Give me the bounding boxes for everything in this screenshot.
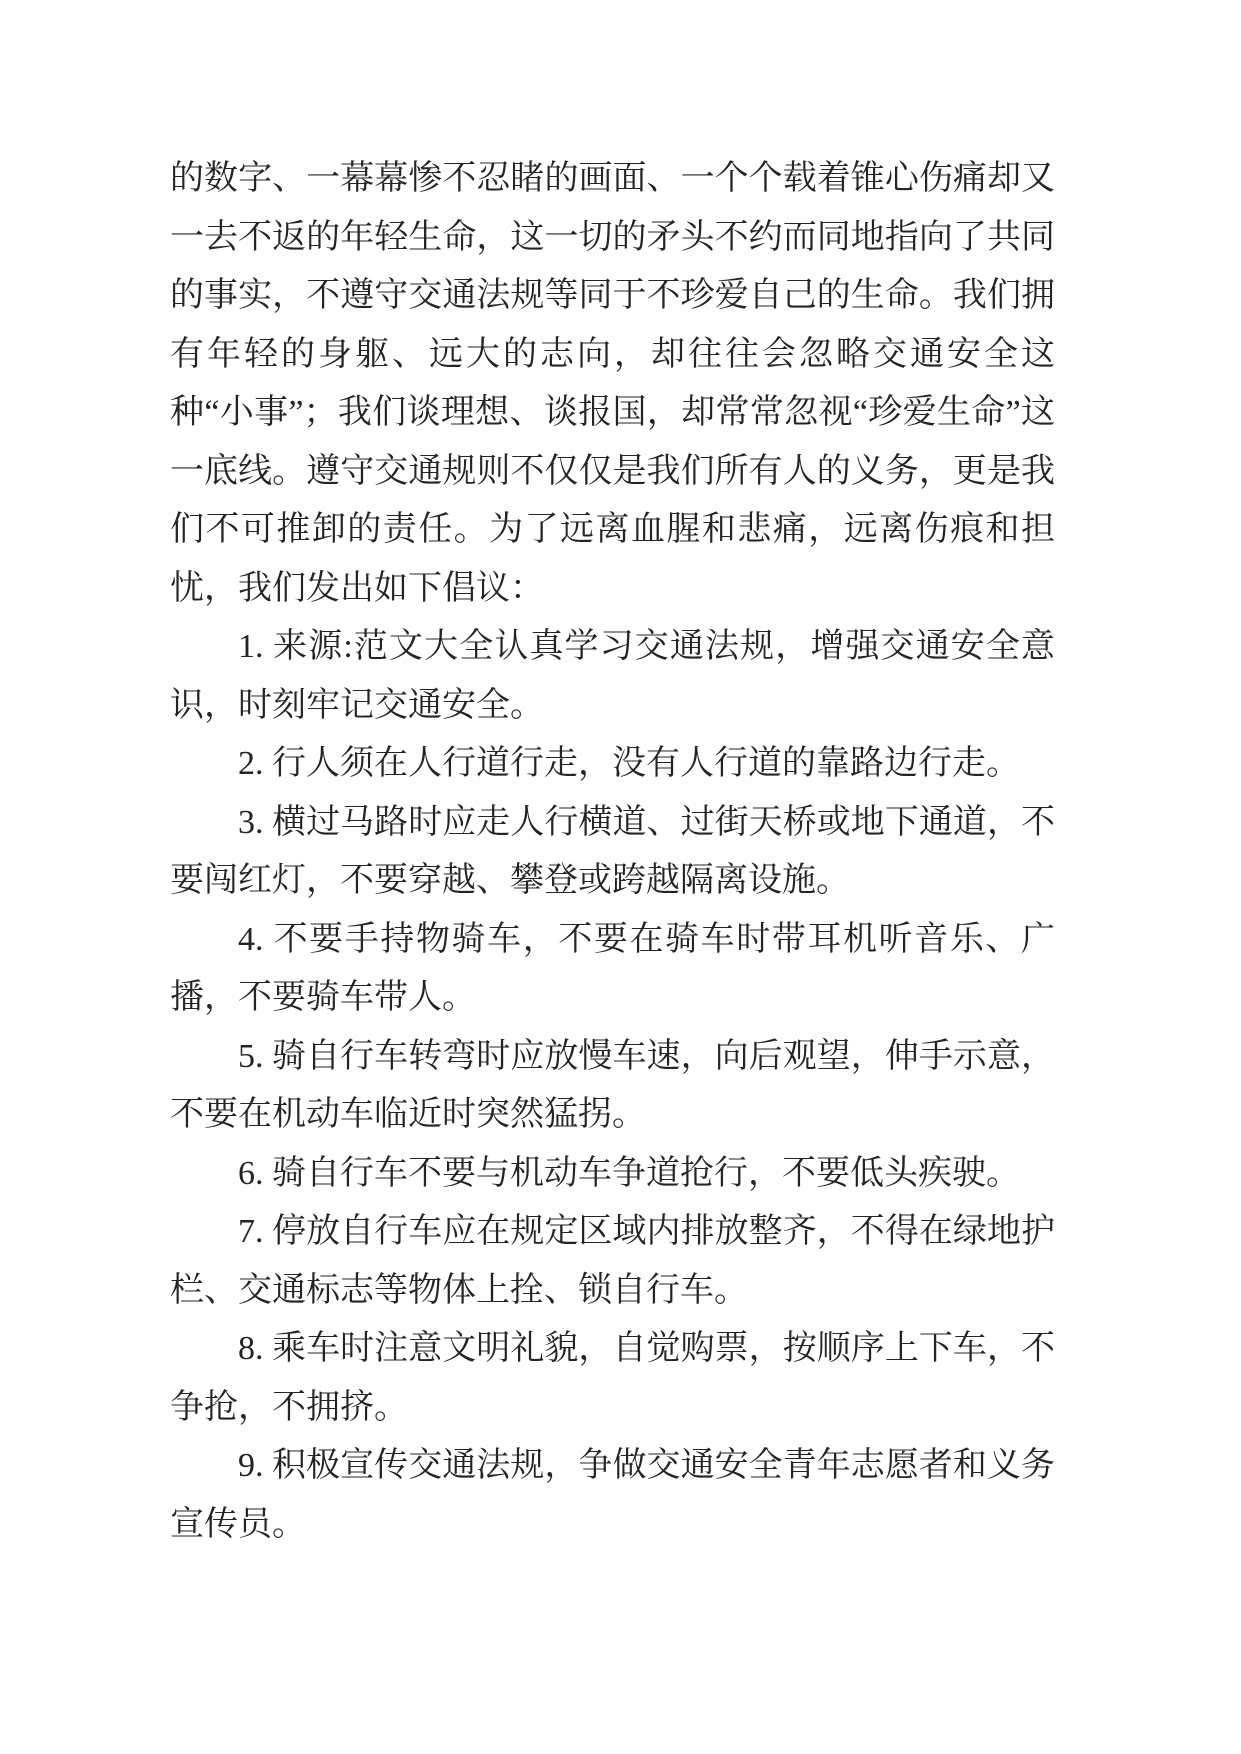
proposal-item-9: 9. 积极宣传交通法规，争做交通安全青年志愿者和义务宣传员。 [170, 1447, 1055, 1543]
proposal-item-7: 7. 停放自行车应在规定区域内排放整齐，不得在绿地护栏、交通标志等物体上拴、锁自行车。 [170, 1213, 1055, 1309]
proposal-item-4: 4. 不要手持物骑车，不要在骑车时带耳机听音乐、广播，不要骑车带人。 [170, 920, 1055, 1016]
proposal-item-8: 8. 乘车时注意文明礼貌，自觉购票，按顺序上下车，不争抢，不拥挤。 [170, 1330, 1055, 1426]
proposal-item-2: 2. 行人须在人行道行走，没有人行道的靠路边行走。 [238, 745, 1020, 782]
document-text-body [170, 150, 1055, 1554]
proposal-item-6: 6. 骑自行车不要与机动车争道抢行，不要低头疾驶。 [238, 1154, 1020, 1192]
proposal-item-5: 5. 骑自行车转弯时应放慢车速，向后观望，伸手示意，不要在机动车临近时突然猛拐。 [170, 1037, 1055, 1133]
proposal-item-1: 1. 来源:范文大全认真学习交通法规，增强交通安全意识，时刻牢记交通安全。 [170, 628, 1055, 724]
proposal-item-3: 3. 横过马路时应走人行横道、过街天桥或地下通道，不要闯红灯，不要穿越、攀登或跨越隔离设施。 [170, 803, 1055, 899]
body-paragraph-continuation: 的数字、一幕幕惨不忍睹的画面、一个个载着锥心伤痛却又一去不返的年轻生命，这一切的矛头不约而同地指向了共同的事实，不遵守交通法规等同于不珍爱自己的生命。我们拥有年轻的身躯、远大的志向，却往往会忽略交通安全这种“小事”；我们谈理想、谈报国，却常常忽视“珍爱生命”这一底线。遵守交通规则不仅仅是我们所有人的义务，更是我们不可推卸的责任。为了远离血腥和悲痛，远离伤痕和担忧，我们发出如下倡议： [170, 160, 1055, 607]
